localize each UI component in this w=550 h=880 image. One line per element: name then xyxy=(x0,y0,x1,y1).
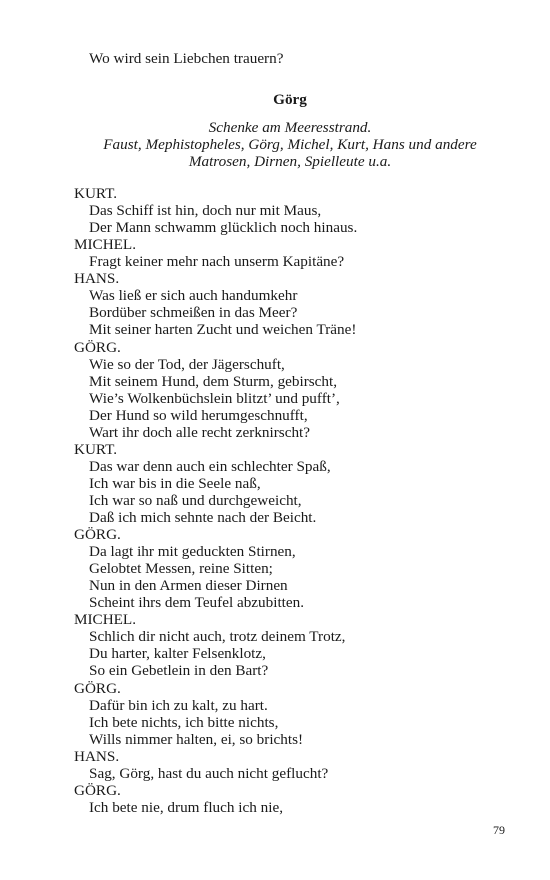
verse-line: Dafür bin ich zu kalt, zu hart. xyxy=(89,696,268,714)
verse-line: Scheint ihrs dem Teufel abzubitten. xyxy=(89,594,305,612)
verse-line: Fragt keiner mehr nach unserm Kapitäne? xyxy=(89,253,345,271)
verse-line: Wills nimmer halten, ei, so brichts! xyxy=(89,730,304,748)
speaker-name: GÖRG. xyxy=(74,679,121,697)
speaker-name: MICHEL. xyxy=(74,611,137,629)
verse-line: Wie so der Tod, der Jägerschuft, xyxy=(89,355,285,373)
verse-line: Gelobtet Messen, reine Sitten; xyxy=(89,560,273,578)
stage-direction-line: Schenke am Meeresstrand. xyxy=(208,119,372,136)
verse-line: So ein Gebetlein in den Bart? xyxy=(89,662,269,680)
verse-line: Ich war so naß und durchgeweicht, xyxy=(89,491,302,509)
verse-line: Nun in den Armen dieser Dirnen xyxy=(89,577,288,595)
verse-line: Das Schiff ist hin, doch nur mit Maus, xyxy=(89,202,322,220)
speaker-name: GÖRG. xyxy=(74,338,121,356)
verse-line: Ich bete nie, drum fluch ich nie, xyxy=(89,798,283,816)
verse-line: Mit seinem Hund, dem Sturm, gebirscht, xyxy=(89,372,338,390)
verse-line: Da lagt ihr mit geduckten Stirnen, xyxy=(89,543,296,560)
verse-line: Du harter, kalter Felsenklotz, xyxy=(89,645,266,663)
verse-line: Schlich dir nicht auch, trotz deinem Trotz, xyxy=(89,628,346,646)
page-number: 79 xyxy=(493,823,505,837)
verse-line: Mit seiner harten Zucht und weichen Träne! xyxy=(89,321,357,339)
speaker-name: KURT. xyxy=(74,440,118,458)
verse-line: Der Hund so wild herumgeschnufft, xyxy=(89,406,308,424)
speaker-name: KURT. xyxy=(74,185,118,202)
verse-line: Wie’s Wolkenbüchslein blitzt’ und pufft’, xyxy=(89,389,340,407)
stage-direction-line: Faust, Mephistopheles, Görg, Michel, Kurt, Hans und andere xyxy=(103,136,477,153)
verse-line: Bordüber schmeißen in das Meer? xyxy=(89,304,298,322)
verse-line: Sag, Görg, hast du auch nicht geflucht? xyxy=(89,764,329,782)
verse-line: Ich war bis in die Seele naß, xyxy=(89,474,261,492)
speaker-name: GÖRG. xyxy=(74,781,121,799)
speaker-name: MICHEL. xyxy=(74,236,137,254)
speaker-name: GÖRG. xyxy=(74,526,121,543)
scene-heading: Görg xyxy=(273,91,307,108)
verse-line: Das war denn auch ein schlechter Spaß, xyxy=(89,457,331,475)
verse-line: Wo wird sein Liebchen trauern? xyxy=(89,50,284,67)
stage-direction-line: Matrosen, Dirnen, Spielleute u.a. xyxy=(188,153,392,170)
verse-line: Wart ihr doch alle recht zerknirscht? xyxy=(89,423,310,441)
verse-line: Daß ich mich sehnte nach der Beicht. xyxy=(89,508,317,526)
speaker-name: HANS. xyxy=(74,270,120,288)
verse-line: Ich bete nichts, ich bitte nichts, xyxy=(89,713,279,731)
speaker-name: HANS. xyxy=(74,747,120,765)
verse-line: Was ließ er sich auch handumkehr xyxy=(89,287,298,305)
verse-line: Der Mann schwamm glücklich noch hinaus. xyxy=(89,219,358,237)
